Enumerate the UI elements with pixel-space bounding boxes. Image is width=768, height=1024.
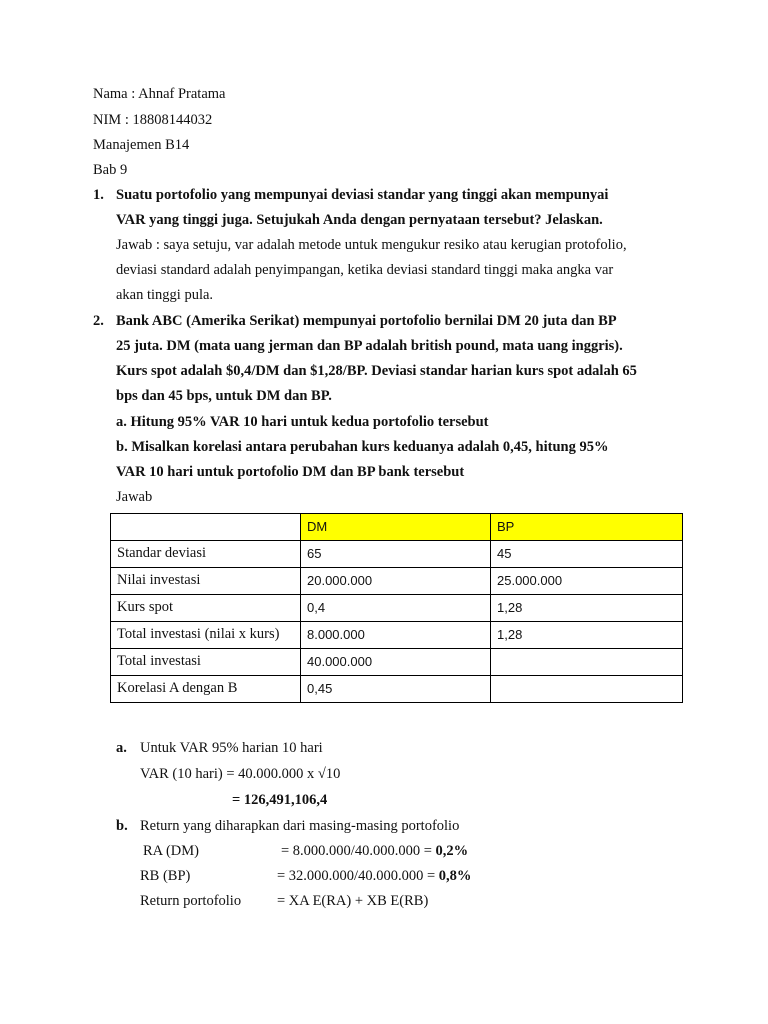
table-cell: 45 [491,541,683,568]
investment-table [110,513,683,703]
question-2-line-7: VAR 10 hari untuk portofolio DM dan BP bank tersebut [116,464,465,480]
table-cell: Kurs spot [111,595,301,622]
part-b-label: b. [116,818,128,834]
answer-2-label: Jawab [116,489,153,505]
table-cell: 25.000.000 [491,568,683,595]
ra-value: 0,2% [435,843,469,859]
question-1-line-2: VAR yang tinggi juga. Setujukah Anda dengan pernyataan tersebut? Jelaskan. [116,212,603,228]
table-header-cell: DM [301,514,491,541]
part-b-title: Return yang diharapkan dari masing-masing portofolio [140,818,460,834]
table-row [111,541,683,568]
table-cell: 1,28 [491,622,683,649]
question-2-line-4: bps dan 45 bps, untuk DM dan BP. [116,388,332,404]
table-row [111,622,683,649]
rb-formula [277,868,471,885]
rp-label: Return portofolio [140,893,242,909]
student-nim: NIM : 18808144032 [93,112,213,128]
table-row [111,568,683,595]
part-a-result: = 126,491,106,4 [232,792,328,808]
ra-formula [281,843,468,860]
answer-1-line-3: akan tinggi pula. [116,287,214,303]
rb-value: 0,8% [438,868,472,884]
answer-1-line-2: deviasi standard adalah penyimpangan, ketika deviasi standard tinggi maka angka var [116,262,614,278]
table-row [111,649,683,676]
table-cell: 20.000.000 [301,568,491,595]
table-cell: 40.000.000 [301,649,491,676]
table-cell: Total investasi [111,649,301,676]
question-2-number: 2. [93,313,104,329]
student-class: Manajemen B14 [93,137,190,153]
table-cell: Standar deviasi [111,541,301,568]
question-2-line-5: a. Hitung 95% VAR 10 hari untuk kedua portofolio tersebut [116,414,489,430]
table-cell [491,649,683,676]
part-a-formula: VAR (10 hari) = 40.000.000 x √10 [140,766,341,782]
question-2-line-6: b. Misalkan korelasi antara perubahan kurs keduanya adalah 0,45, hitung 95% [116,439,609,455]
part-a-label: a. [116,740,127,756]
table-cell: 1,28 [491,595,683,622]
question-2-line-1: Bank ABC (Amerika Serikat) mempunyai portofolio bernilai DM 20 juta dan BP [116,313,617,329]
table-cell: 65 [301,541,491,568]
question-2-line-2: 25 juta. DM (mata uang jerman dan BP adalah british pound, mata uang inggris). [116,338,623,354]
chapter-label: Bab 9 [93,162,128,178]
table-cell: Nilai investasi [111,568,301,595]
rp-formula: = XA E(RA) + XB E(RB) [277,893,429,909]
student-name: Nama : Ahnaf Pratama [93,86,226,102]
rb-label: RB (BP) [140,868,191,884]
ra-label: RA (DM) [143,843,199,859]
part-a-title: Untuk VAR 95% harian 10 hari [140,740,323,756]
table-header-cell [111,514,301,541]
table-header-row [111,514,683,541]
table-row [111,676,683,703]
table-cell: Total investasi (nilai x kurs) [111,622,301,649]
ra-formula-text: = 8.000.000/40.000.000 = [281,843,436,859]
table-cell: 0,45 [301,676,491,703]
table-header-cell: BP [491,514,683,541]
table-cell: 0,4 [301,595,491,622]
table-cell: Korelasi A dengan B [111,676,301,703]
table-cell: 8.000.000 [301,622,491,649]
question-1-number: 1. [93,187,104,203]
question-1-line-1: Suatu portofolio yang mempunyai deviasi standar yang tinggi akan mempunyai [116,187,609,203]
question-2-line-3: Kurs spot adalah $0,4/DM dan $1,28/BP. Deviasi standar harian kurs spot adalah 65 [116,363,637,379]
table-cell [491,676,683,703]
rb-formula-text: = 32.000.000/40.000.000 = [277,868,439,884]
table-row [111,595,683,622]
answer-1-line-1: Jawab : saya setuju, var adalah metode untuk mengukur resiko atau kerugian protofolio, [116,237,627,253]
